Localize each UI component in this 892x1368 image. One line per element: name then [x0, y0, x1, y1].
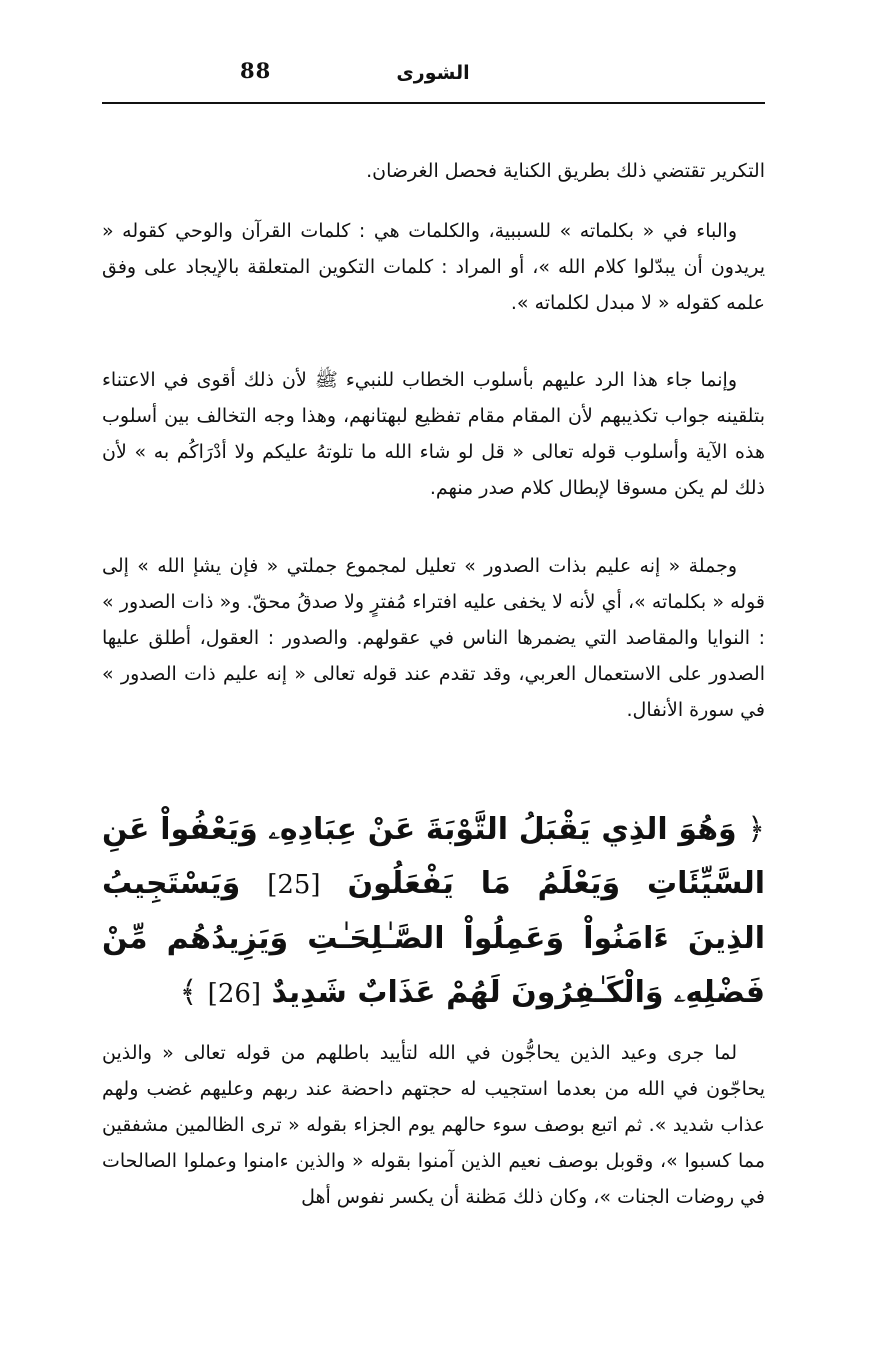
header-divider	[102, 102, 765, 104]
paragraph-text: لما جرى وعيد الذين يحاجُّون في الله لتأييد باطلهم من قوله تعالى « والذين يحاجّون في الله من بعدما استجيب له حجتهم داحضة عند ربهم وعليهم غضب ولهم عذاب شديد ». ثم اتبع بوصف سوء حالهم يوم الجزاء بقوله « ترى الظالمين مشفقين مما كسبوا »، وقوبل بوصف نعيم الذين آمنوا بقوله « والذين ءامنوا وعملوا الصالحات في روضات الجنات »، وكان ذلك مَظنة أن يكسر نفوس أهل	[102, 1042, 765, 1208]
verse-number-26: [26]	[207, 979, 262, 1009]
verse-number-25: [25]	[267, 870, 321, 900]
paragraph-5	[102, 1035, 765, 1215]
page-header	[102, 52, 765, 102]
paragraph-1	[102, 153, 765, 189]
page-number: 88	[240, 58, 272, 83]
paragraph-text: وإنما جاء هذا الرد عليهم بأسلوب الخطاب للنبيء ﷺ لأن ذلك أقوى في الاعتناء بتلقينه جواب تكذيبهم لأن المقام مقام تفظيع لبهتانهم، وهذا وجه التخالف بين أسلوب هذه الآية وأسلوب قوله تعالى « قل لو شاء الله ما تلوتهُ عليكم ولا أدْرَاكُم به » لأن ذلك لم يكن مسوقا لإبطال كلام صدر منهم.	[102, 369, 765, 499]
paragraph-4	[102, 548, 765, 728]
running-title: الشورى	[396, 62, 470, 84]
verse-close-bracket: ﴾	[179, 975, 198, 1010]
paragraph-text: التكرير تقتضي ذلك بطريق الكناية فحصل الغرضان.	[366, 160, 765, 182]
paragraph-2	[102, 213, 765, 321]
verse-open-bracket: ﴿	[747, 812, 765, 847]
verse-text-26: وَيَسْتَجِيبُ الذِينَ ءَامَنُواْ وَعَمِلُواْ الصَّـٰلِحَـٰتِ وَيَزِيدُهُم مِّنْ فَضْلِهِۦ وَالْكَـٰفِرُونَ لَهُمْ عَذَابٌ شَدِيدٌ	[102, 866, 765, 1010]
quran-verse	[102, 803, 765, 1021]
verse-text-25: وَهُوَ الذِي يَقْبَلُ التَّوْبَةَ عَنْ عِبَادِهِۦ وَيَعْفُواْ عَنِ السَّيِّئَاتِ وَيَعْلَمُ مَا يَفْعَلُونَ	[102, 812, 765, 901]
paragraph-3	[102, 362, 765, 506]
paragraph-text: وجملة « إنه عليم بذات الصدور » تعليل لمجموع جملتي « فإن يشإ الله » إلى قوله « بكلماته »، أي لأنه لا يخفى عليه افتراء مُفترٍ ولا صدقُ محقّ. و« ذات الصدور » : النوايا والمقاصد التي يضمرها الناس في عقولهم. والصدور : العقول، أطلق عليها الصدور على الاستعمال العربي، وقد تقدم عند قوله تعالى « إنه عليم ذات الصدور » في سورة الأنفال.	[102, 555, 765, 721]
paragraph-text: والباء في « بكلماته » للسببية، والكلمات هي : كلمات القرآن والوحي كقوله « يريدون أن يبدّلوا كلام الله »، أو المراد : كلمات التكوين المتعلقة بالإيجاد على وفق علمه كقوله « لا مبدل لكلماته ».	[102, 220, 765, 314]
